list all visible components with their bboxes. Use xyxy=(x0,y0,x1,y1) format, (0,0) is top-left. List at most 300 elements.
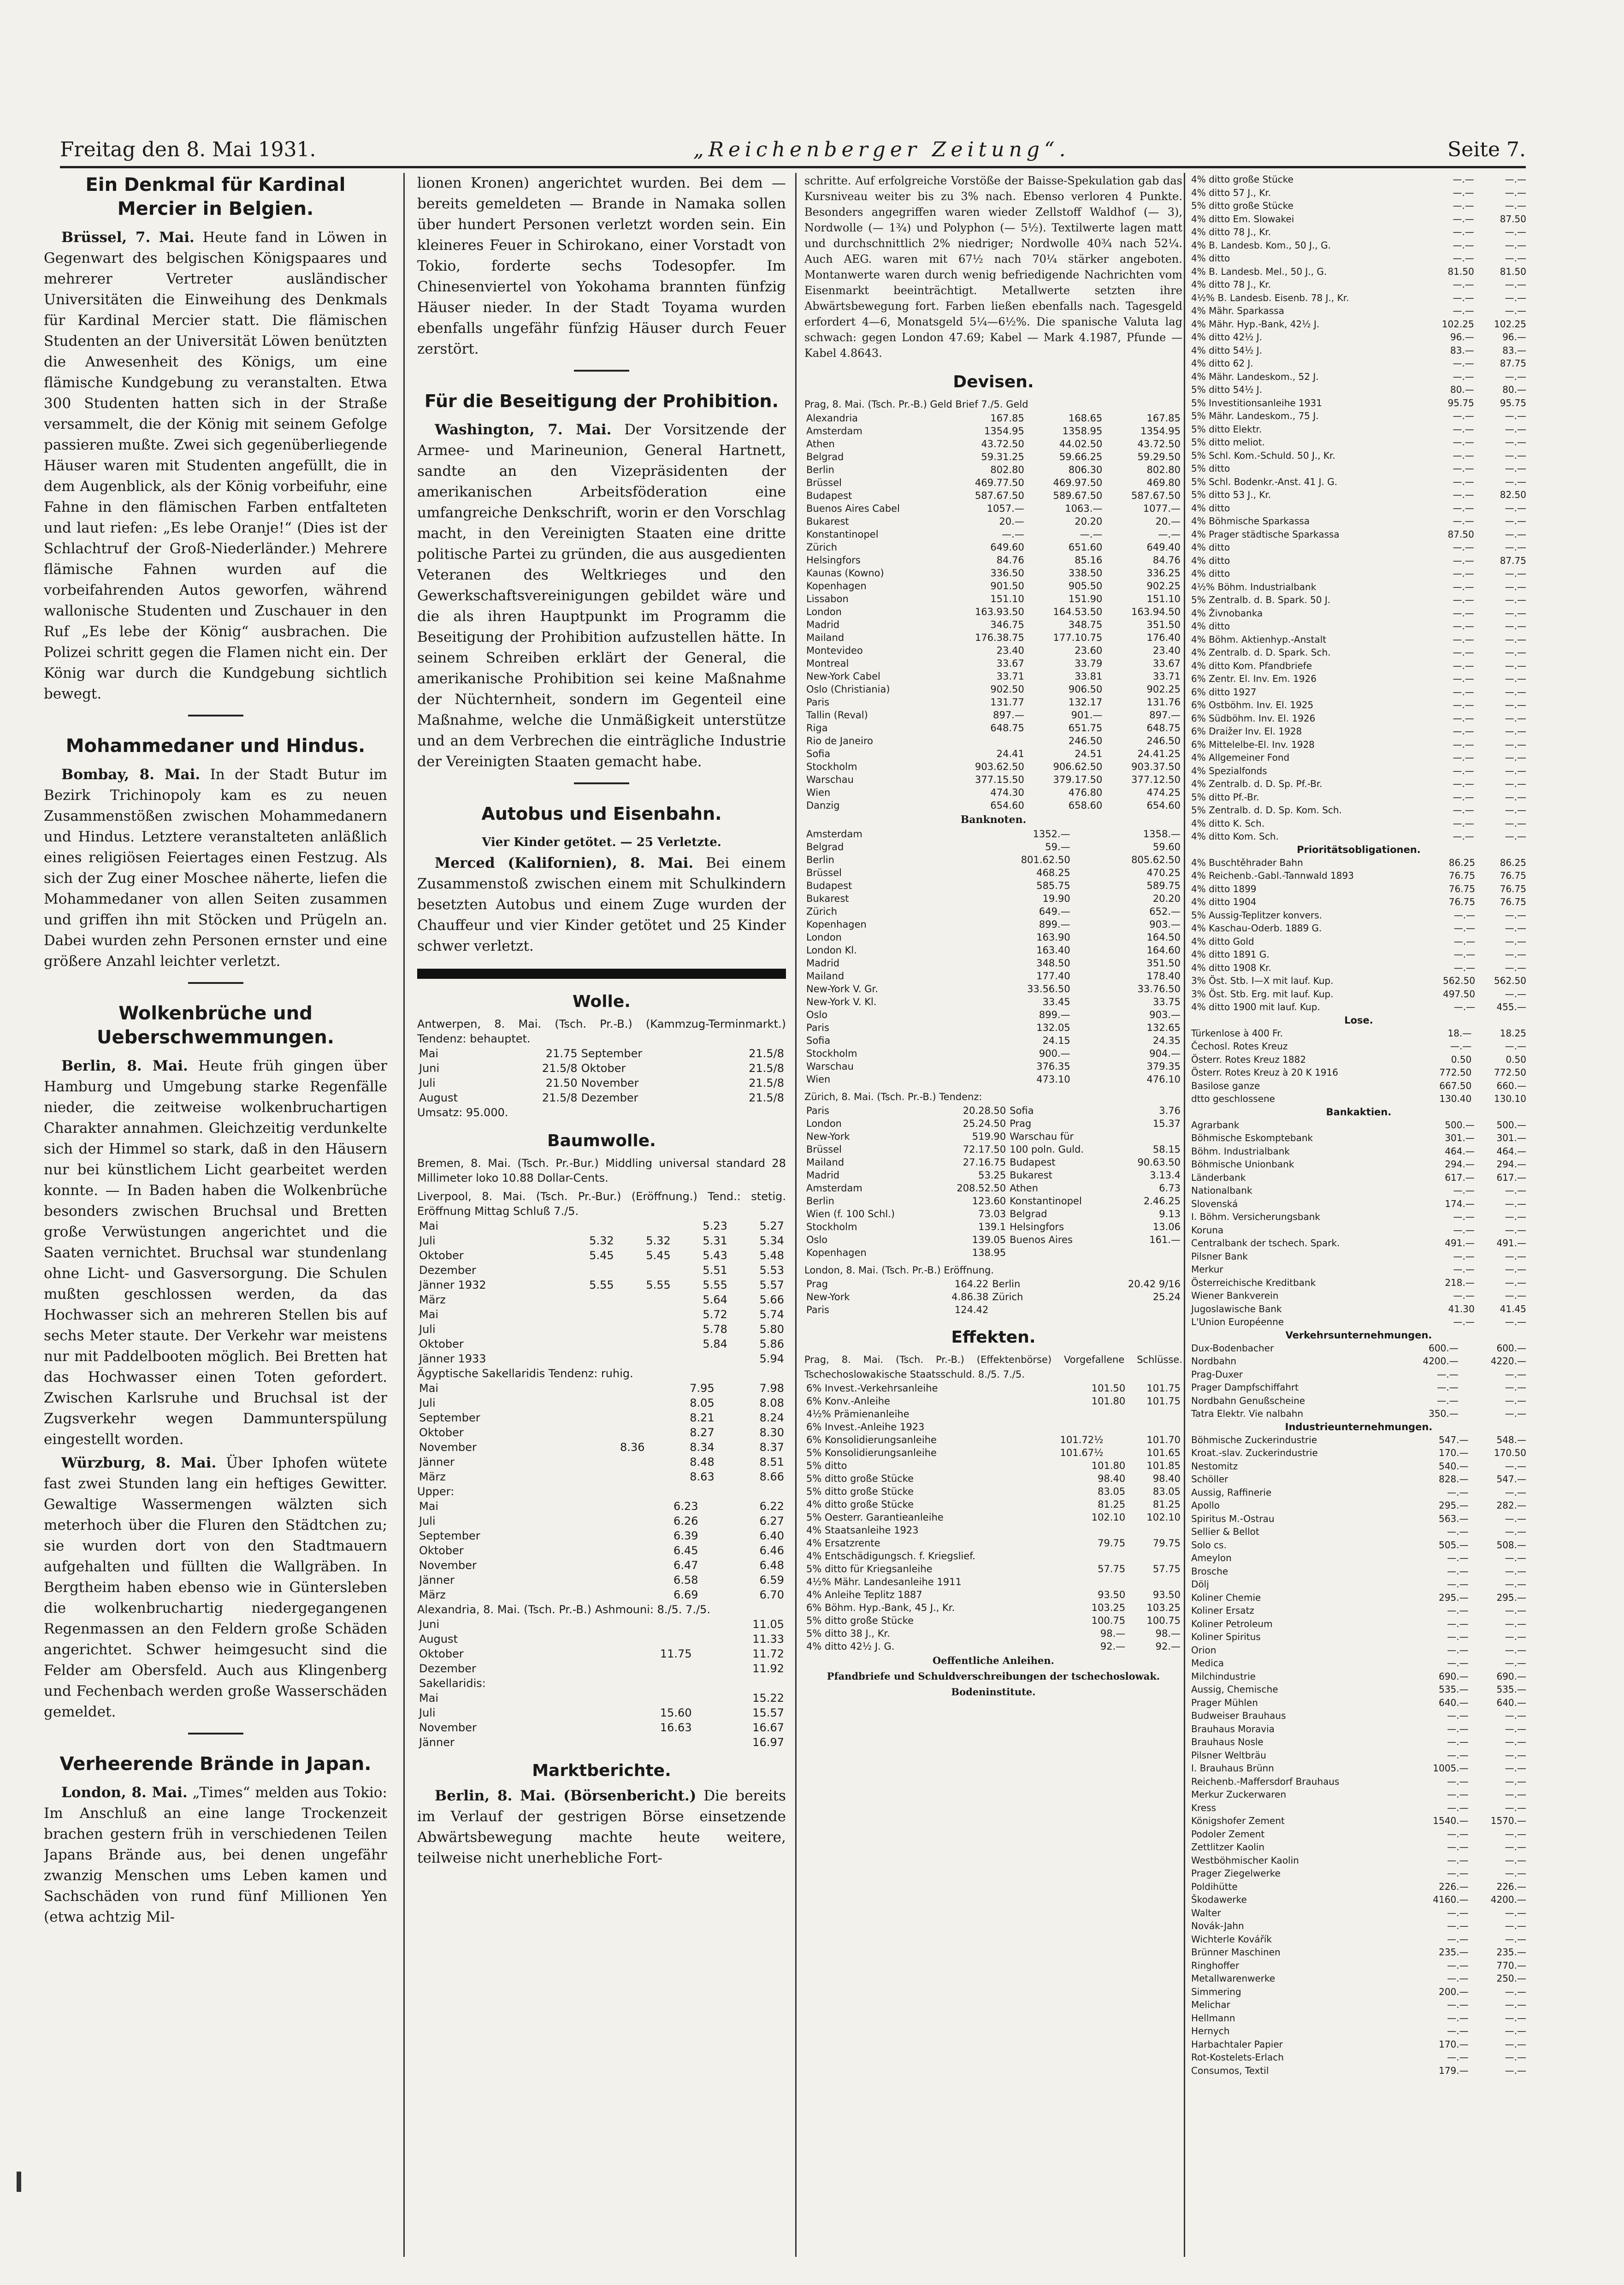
table-row xyxy=(417,1322,786,1337)
row-label: 4% ditto 57 J., Kr. xyxy=(1191,187,1271,198)
row-value: 53.25 xyxy=(978,1170,1006,1181)
row-label: Spiritus M.-Ostrau xyxy=(1191,1513,1275,1524)
row-label: Walter xyxy=(1191,1907,1221,1918)
devisen-table xyxy=(804,412,1182,812)
row-value: —.— xyxy=(1505,817,1526,829)
row-value: 235.— xyxy=(1496,1947,1526,1958)
row-label: Kroat.-slav. Zuckerindustrie xyxy=(1191,1447,1318,1458)
row-value: —.— xyxy=(1447,1552,1469,1563)
row-label: Pilsner Bank xyxy=(1191,1250,1248,1262)
row-value: —.— xyxy=(1447,1776,1469,1787)
table-row xyxy=(417,1440,786,1455)
row-value: —.— xyxy=(1505,1999,1526,2010)
category-title: Industrieunternehmungen. xyxy=(1285,1421,1433,1433)
row-value xyxy=(559,1307,616,1322)
table-row xyxy=(804,696,1182,709)
row-label: August xyxy=(419,1091,458,1104)
table-row xyxy=(417,1499,786,1514)
row-value: 900.— xyxy=(1039,1048,1070,1059)
row-value: 8.51 xyxy=(759,1456,784,1468)
row-value: 246.50 xyxy=(1068,735,1103,746)
table-row xyxy=(1189,909,1528,922)
row-value: 8.21 xyxy=(690,1411,715,1424)
row-label: Merkur Zuckerwaren xyxy=(1191,1789,1287,1800)
row-value: —.— xyxy=(1453,633,1474,645)
table-row xyxy=(804,1233,1182,1246)
section-title-devisen: Devisen. xyxy=(953,373,1034,391)
row-label: Juli xyxy=(419,1323,436,1336)
row-value: 83.— xyxy=(1502,344,1526,356)
row-label: Danzig xyxy=(806,800,840,811)
row-value: —.— xyxy=(1447,1868,1469,1879)
table-row xyxy=(804,1614,1182,1627)
row-label: Belgrad xyxy=(806,841,844,852)
row-value: 21.5/8 xyxy=(542,1062,578,1075)
row-value: 177.10.75 xyxy=(1053,632,1103,643)
row-label: 4% ditto 78 J., Kr. xyxy=(1191,279,1271,290)
row-value: —.— xyxy=(1505,1408,1526,1419)
row-label: Paris xyxy=(806,1022,829,1033)
table-row xyxy=(1189,751,1528,764)
row-value: 76.75 xyxy=(1500,883,1526,894)
row-label: 5% Zentralb. d. D. Sp. Kom. Sch. xyxy=(1191,805,1342,816)
subsection-title: Pfandbriefe und Schuldverschreibungen der tschechoslowak. Bodeninstitute. xyxy=(827,1670,1160,1698)
table-row xyxy=(1189,475,1528,489)
row-value: —.— xyxy=(1505,962,1526,973)
row-value: 617.— xyxy=(1496,1172,1526,1183)
row-value: —.— xyxy=(1505,1290,1526,1301)
row-value: —.— xyxy=(1505,568,1526,579)
row-value: —.— xyxy=(1447,1605,1469,1616)
row-label: 5% ditto meliot. xyxy=(1191,437,1265,448)
row-label: Madrid xyxy=(806,619,840,630)
row-label: 4% Staatsanleihe 1923 xyxy=(806,1525,919,1536)
row-value: 100.75 xyxy=(1091,1615,1126,1626)
row-label: Solo cs. xyxy=(1191,1539,1227,1551)
row-label: Amsterdam xyxy=(806,1183,862,1194)
row-label: Brüssel xyxy=(806,477,842,488)
row-value: 648.75 xyxy=(990,722,1024,734)
row-label: Juni xyxy=(419,1062,440,1075)
row-value: 468.25 xyxy=(1036,867,1070,878)
table-row xyxy=(1189,988,1528,1001)
row-value: 802.80 xyxy=(1146,464,1181,475)
row-label: Agrarbank xyxy=(1191,1119,1240,1131)
row-value: 8.05 xyxy=(690,1397,715,1409)
table-row xyxy=(417,1337,786,1351)
row-value: 21.75 xyxy=(545,1047,578,1060)
article-text: Die bereits im Verlauf der gestrigen Börse einsetzende Abwärtsbewegung machte heute weitere, teilweise nicht unerhebliche Fort- xyxy=(417,1788,786,1866)
table-row xyxy=(804,866,1182,879)
row-value: 235.— xyxy=(1439,1947,1469,1958)
row-value: 102.10 xyxy=(1091,1512,1126,1523)
row-value: —.— xyxy=(1505,1920,1526,1931)
table-row xyxy=(1189,961,1528,975)
row-value: 20.28.50 xyxy=(963,1105,1006,1116)
row-value: —.— xyxy=(1505,515,1526,527)
row-value: 301.— xyxy=(1496,1132,1526,1143)
row-value: 585.75 xyxy=(1036,880,1070,891)
row-value: 6.39 xyxy=(673,1529,698,1542)
row-label: Sofia xyxy=(806,1035,831,1046)
row-value: 5.94 xyxy=(759,1352,784,1365)
row-label: Paris xyxy=(806,697,829,708)
row-value: September xyxy=(581,1047,643,1060)
row-value: 132.05 xyxy=(1036,1022,1070,1033)
row-value: —.— xyxy=(1505,1868,1526,1879)
table-row xyxy=(1189,1197,1528,1211)
row-value: 464.— xyxy=(1496,1145,1526,1157)
table-row xyxy=(804,983,1182,995)
row-value: —.— xyxy=(1505,1368,1526,1380)
divider xyxy=(188,1733,243,1734)
row-label: 4% ditto 42½ J. xyxy=(1191,332,1263,343)
row-value xyxy=(577,1396,646,1410)
row-value: 25.24.50 xyxy=(963,1118,1006,1129)
row-value: 6.27 xyxy=(759,1515,784,1527)
row-value: 21.5/8 xyxy=(542,1091,578,1104)
row-value: 164.50 xyxy=(1146,932,1181,943)
row-value: 11.72 xyxy=(752,1647,784,1660)
row-value: 21.5/8 xyxy=(749,1062,784,1075)
table-row xyxy=(804,412,1182,425)
row-value: —.— xyxy=(1505,1802,1526,1813)
row-value: 57.75 xyxy=(1152,1563,1181,1575)
row-value: —.— xyxy=(1453,949,1476,960)
row-value: 548.— xyxy=(1496,1434,1526,1445)
table-row xyxy=(804,1104,1182,1117)
wolle-table xyxy=(417,1046,786,1105)
table-row xyxy=(1189,528,1528,541)
row-label: 4% ditto 1899 xyxy=(1191,883,1257,894)
row-value: 6.69 xyxy=(673,1588,698,1601)
row-label: 3% Öst. Stb. Erg. mit lauf. Kup. xyxy=(1191,988,1334,1000)
row-value: —.— xyxy=(1505,765,1526,776)
table-row xyxy=(1189,1893,1528,1906)
article-subtitle: Vier Kinder getötet. — 25 Verletzte. xyxy=(482,835,721,849)
table-row xyxy=(417,1278,786,1292)
row-label: 4% Mähr. Sparkassa xyxy=(1191,305,1284,316)
row-value: —.— xyxy=(1505,1776,1526,1787)
row-value: 81.25 xyxy=(1152,1499,1181,1510)
row-value: 23.40 xyxy=(996,645,1024,656)
row-value: 6.40 xyxy=(759,1529,784,1542)
row-value: —.— xyxy=(1505,752,1526,763)
row-value: —.— xyxy=(1447,1907,1469,1918)
row-value xyxy=(1058,1408,1128,1421)
row-label: Centralbank der tschech. Spark. xyxy=(1191,1237,1340,1249)
row-label: 4% B. Landesb. Mel., 50 J., G. xyxy=(1191,266,1327,277)
row-value xyxy=(601,1735,693,1750)
row-value: —.— xyxy=(1505,1644,1526,1656)
row-value: 473.10 xyxy=(1036,1074,1070,1085)
row-value: —.— xyxy=(1505,1198,1526,1209)
row-value: —.— xyxy=(1505,1316,1526,1327)
row-value xyxy=(1058,1421,1128,1433)
row-value xyxy=(601,1632,693,1646)
row-label: Tatra Elektr. Vie nalbahn xyxy=(1191,1408,1304,1419)
article-body xyxy=(44,1782,387,1928)
row-value: 33.45 xyxy=(1042,996,1070,1007)
row-value: 5.55 xyxy=(703,1279,727,1291)
row-value: 7.95 xyxy=(690,1382,715,1395)
row-value: —.— xyxy=(1453,279,1474,290)
article-continuation: lionen Kronen) angerichtet wurden. Bei dem — bereits gemeldeten — Brande in Namaka sollen über hundert Personen verletzt worden sein. Ein kleineres Feuer in Schirokano, einer Vorstadt von Tokio, forderte sechs Todesopfer. Im Chinesenviertel von Yokohama brannten fünfzig Häuser nieder. In der Stadt Toyama wurden ebenfalls ungefähr fünfzig Häuser durch Feuer zerstört. xyxy=(417,175,786,357)
row-value: 72.17.50 xyxy=(963,1144,1006,1155)
row-value: —.— xyxy=(1505,988,1526,1000)
table-row xyxy=(1189,515,1528,528)
row-value: 587.67.50 xyxy=(1131,490,1181,501)
row-value: 904.— xyxy=(1149,1048,1181,1059)
row-value: —.— xyxy=(1505,1907,1526,1918)
row-value: 102.10 xyxy=(1146,1512,1181,1523)
table-row xyxy=(804,528,1182,541)
row-label: Jänner 1933 xyxy=(419,1352,486,1365)
row-value: 87.75 xyxy=(1500,555,1526,566)
table-row xyxy=(1189,1131,1528,1145)
row-label: Königshofer Zement xyxy=(1191,1815,1285,1826)
row-value: 200.— xyxy=(1439,1986,1469,1997)
row-value: 377.12.50 xyxy=(1131,774,1181,785)
row-label: Österr. Rotes Kreuz 1882 xyxy=(1191,1054,1306,1065)
row-value: 24.41 xyxy=(996,748,1024,759)
row-value: —.— xyxy=(1505,1526,1526,1537)
row-value: —.— xyxy=(1447,2012,1469,2024)
row-value: Belgrad xyxy=(1010,1208,1047,1219)
row-label: Hellmann xyxy=(1191,2012,1235,2024)
row-value: 906.50 xyxy=(1068,684,1103,695)
row-label: September xyxy=(419,1529,480,1542)
row-value: 5.86 xyxy=(759,1338,784,1350)
section-bar xyxy=(417,969,786,979)
table-row xyxy=(1189,646,1528,659)
row-value: —.— xyxy=(1453,423,1474,435)
row-value: —.— xyxy=(1447,1526,1469,1537)
row-label: 6% Konv.-Anleihe xyxy=(806,1396,890,1407)
row-label: 4% B. Landesb. Kom., 50 J., G. xyxy=(1191,239,1331,251)
table-row xyxy=(1189,1998,1528,2012)
table-row xyxy=(1189,804,1528,817)
row-value: 101.85 xyxy=(1146,1460,1181,1471)
row-value: 102.25 xyxy=(1441,318,1474,330)
article-body xyxy=(417,420,786,772)
row-value: —.— xyxy=(1453,935,1476,947)
row-value: —.— xyxy=(1447,1854,1469,1866)
row-value xyxy=(1127,1575,1182,1588)
row-value: 41.30 xyxy=(1448,1303,1475,1314)
row-value: 132.17 xyxy=(1068,697,1103,708)
row-value xyxy=(616,1307,673,1322)
row-value xyxy=(616,1351,673,1366)
row-value: 79.75 xyxy=(1152,1538,1181,1549)
row-label: 5% ditto 54½ J. xyxy=(1191,384,1263,395)
row-value: 101.80 xyxy=(1091,1460,1126,1471)
row-value: 80.— xyxy=(1502,384,1526,395)
row-label: 5% ditto 38 J., Kr. xyxy=(806,1628,890,1639)
row-value xyxy=(559,1292,616,1307)
row-label: Brauhaus Moravia xyxy=(1191,1723,1275,1734)
row-label: Montevideo xyxy=(806,645,863,656)
row-value: 8.37 xyxy=(759,1441,784,1454)
row-value: Helsingfors xyxy=(1010,1221,1064,1232)
article-title: Mohammedaner und Hindus. xyxy=(65,735,366,757)
row-value xyxy=(1127,1408,1182,1421)
table-row xyxy=(1189,2025,1528,2038)
category-title: Bankaktien. xyxy=(1326,1106,1392,1118)
row-value: 6.26 xyxy=(673,1515,698,1527)
row-label: Podoler Zement xyxy=(1191,1828,1265,1840)
row-label: Prag xyxy=(806,1279,828,1290)
row-label: Metallwarenwerke xyxy=(1191,1973,1276,1984)
row-value: 540.— xyxy=(1439,1460,1469,1472)
row-value: 81.50 xyxy=(1500,266,1526,277)
table-row xyxy=(417,1543,786,1558)
row-label: 5% Zentralb. d. B. Spark. 50 J. xyxy=(1191,594,1331,605)
row-value: —.— xyxy=(1447,1789,1469,1800)
row-value: 18.— xyxy=(1447,1027,1472,1039)
row-label: New-York xyxy=(806,1131,850,1142)
row-value: 98.40 xyxy=(1152,1473,1181,1484)
row-value: 5.45 xyxy=(589,1249,614,1262)
row-label: Warschau xyxy=(806,1061,854,1072)
row-value: 6.46 xyxy=(759,1544,784,1557)
row-value: 18.25 xyxy=(1500,1027,1526,1039)
market-header: Ägyptische Sakellaridis Tendenz: ruhig. xyxy=(417,1367,633,1380)
row-value: —.— xyxy=(1437,1382,1459,1393)
row-label: 5% ditto 53 J., Kr. xyxy=(1191,489,1271,500)
row-value: —.— xyxy=(1505,791,1526,803)
row-value: 6.73 xyxy=(1159,1183,1181,1194)
row-label: Österreichische Kreditbank xyxy=(1191,1277,1316,1288)
row-value: 27.16.75 xyxy=(963,1157,1006,1168)
row-value: —.— xyxy=(1447,1959,1469,1971)
row-value: —.— xyxy=(1505,226,1526,237)
table-row xyxy=(804,828,1182,841)
table-row xyxy=(1189,1040,1528,1053)
row-value: —.— xyxy=(1505,1631,1526,1642)
row-value: 1358.— xyxy=(1143,829,1181,840)
row-label: 4% ditto 78 J., Kr. xyxy=(1191,226,1271,237)
table-row xyxy=(1189,1775,1528,1788)
row-label: New-York Cabel xyxy=(806,671,880,682)
row-label: Juli xyxy=(419,1077,436,1089)
row-label: dtto geschlossene xyxy=(1191,1093,1275,1104)
row-value: 11.33 xyxy=(752,1633,784,1646)
row-value: 101.50 xyxy=(1091,1383,1126,1394)
row-value: 85.16 xyxy=(1075,555,1103,566)
row-label: 6% Mittelelbe-El. Inv. 1928 xyxy=(1191,739,1315,750)
row-label: Jugoslawische Bank xyxy=(1191,1303,1282,1314)
table-row xyxy=(417,1514,786,1528)
table-row xyxy=(804,1550,1182,1563)
dateline: London, 8. Mai. xyxy=(61,1784,188,1801)
row-value: —.— xyxy=(1505,1185,1526,1196)
row-label: 5% ditto xyxy=(1191,463,1230,474)
article-body xyxy=(417,1786,786,1869)
row-value: 600.— xyxy=(1496,1342,1526,1354)
row-value: 226.— xyxy=(1496,1881,1526,1892)
row-label: Jänner xyxy=(419,1456,455,1468)
row-label: New-York V. Kl. xyxy=(806,996,877,1007)
row-label: 4½% Prämienanleihe xyxy=(806,1409,909,1420)
row-label: Sofia xyxy=(806,748,831,759)
row-value: —.— xyxy=(1453,647,1474,658)
issue-date: Freitag den 8. Mai 1931. xyxy=(60,138,316,161)
row-value: 5.45 xyxy=(646,1249,671,1262)
table-row xyxy=(1189,1381,1528,1394)
row-value: 5.27 xyxy=(759,1219,784,1232)
row-value: —.— xyxy=(1437,1395,1459,1406)
table-row xyxy=(1189,239,1528,252)
table-row xyxy=(417,1219,786,1233)
table-row xyxy=(804,657,1182,670)
table-row xyxy=(804,1627,1182,1640)
table-row xyxy=(1189,633,1528,646)
row-value: 101.67½ xyxy=(1060,1447,1104,1458)
row-value: —.— xyxy=(1437,1368,1459,1380)
row-label: Zürich xyxy=(806,542,838,553)
table-row xyxy=(1189,1079,1528,1093)
table-row xyxy=(1189,291,1528,305)
table-row xyxy=(1189,1092,1528,1106)
row-value: —.— xyxy=(1505,1749,1526,1761)
row-value xyxy=(559,1322,616,1337)
row-value: 519.90 xyxy=(972,1131,1006,1142)
row-value: 379.17.50 xyxy=(1053,774,1103,785)
row-label: Aussig, Chemische xyxy=(1191,1684,1278,1695)
securities-table xyxy=(1189,1027,1528,1106)
row-label: I. Böhm. Versicherungsbank xyxy=(1191,1211,1320,1222)
table-row xyxy=(804,567,1182,580)
row-value: —.— xyxy=(1447,1658,1469,1669)
row-value: —.— xyxy=(1505,239,1526,251)
row-value: 76.75 xyxy=(1500,896,1526,907)
row-value: —.— xyxy=(1453,542,1474,553)
row-value: Sofia xyxy=(1010,1105,1034,1116)
table-row xyxy=(804,438,1182,450)
row-value: —.— xyxy=(1505,923,1526,934)
row-value: —.— xyxy=(1505,726,1526,737)
row-value: Buenos Aires xyxy=(1010,1234,1073,1245)
row-value: —.— xyxy=(1453,371,1474,382)
table-row xyxy=(417,1292,786,1307)
row-label: Medica xyxy=(1191,1658,1224,1669)
row-label: 4% ditto große Stücke xyxy=(806,1499,914,1510)
row-label: März xyxy=(419,1588,446,1601)
market-header: Upper: xyxy=(417,1485,455,1498)
row-value: Bukarest xyxy=(1010,1170,1052,1181)
table-row xyxy=(1189,304,1528,318)
row-label: 4% ditto 42½ J. G. xyxy=(806,1641,895,1652)
row-value: 651.75 xyxy=(1068,722,1103,734)
row-label: Prag-Duxer xyxy=(1191,1368,1243,1380)
row-label: Zettlitzer Kaolin xyxy=(1191,1841,1265,1853)
row-value: 20.— xyxy=(999,516,1024,527)
row-value: —.— xyxy=(1158,529,1181,540)
row-value: 170.50 xyxy=(1494,1447,1526,1458)
table-row xyxy=(417,1425,786,1440)
table-row xyxy=(804,1047,1182,1060)
row-value: 87.50 xyxy=(1447,528,1474,540)
row-value xyxy=(1058,1550,1128,1563)
row-value: 5.53 xyxy=(759,1264,784,1277)
row-value: 11.75 xyxy=(660,1647,692,1660)
row-value: 491.— xyxy=(1496,1237,1526,1249)
row-label: 4% Zentralb. d. D. Sp. Pf.-Br. xyxy=(1191,778,1323,789)
row-value: 6.58 xyxy=(673,1574,698,1586)
row-value: —.— xyxy=(1453,213,1474,225)
row-value: 648.75 xyxy=(1146,722,1181,734)
